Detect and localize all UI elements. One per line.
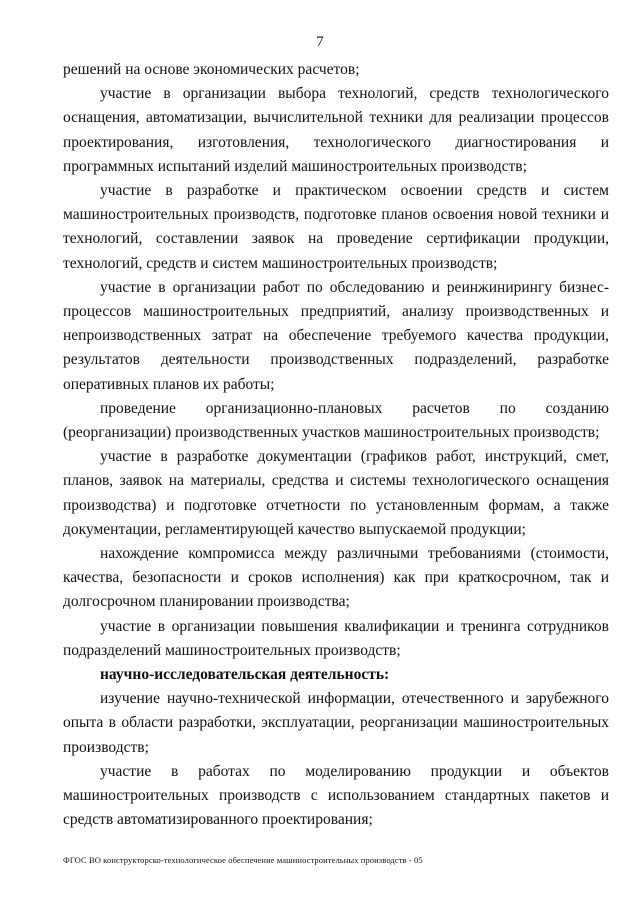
paragraph-continuation: решений на основе экономических расчетов; <box>63 61 360 78</box>
paragraph-business-reengineering: участие в организации работ по обследованию и реинжинирингу бизнес-процессов машиностроительных предприятий, анализу производственных и непроизводственных затрат на обеспечение требуемого качества продукции, результатов деятельности производственных подразделений, разработке оперативных планов их работы; <box>63 278 609 393</box>
paragraph-compromise: нахождение компромисса между различными требованиями (стоимости, качества, безопасности и сроков исполнения) как при краткосрочном, так и долгосрочном планировании производства; <box>63 545 609 611</box>
document-body <box>63 58 609 833</box>
paragraph-information-study: изучение научно-технической информации, отечественного и зарубежного опыта в области разработки, эксплуатации, реорганизации машиностроительных производств; <box>63 690 609 756</box>
paragraph-staff-training: участие в организации повышения квалификации и тренинга сотрудников подразделений машиностроительных производств; <box>63 617 609 659</box>
paragraph-modeling: участие в работах по моделированию продукции и объектов машиностроительных производств с использованием стандартных пакетов и средств автоматизированного проектирования; <box>63 762 609 829</box>
section-heading-research: научно-исследовательская деятельность: <box>100 666 390 684</box>
paragraph-systems-development: участие в разработке и практическом освоении средств и систем машиностроительных производств, подготовке планов освоения новой техники и технологий, составлении заявок на проведение сертификации продукции, технологий, средств и систем машиностроительных производств; <box>63 182 609 272</box>
paragraph-documentation: участие в разработке документации (графиков работ, инструкций, смет, планов, заявок на материалы, средства и системы технологического оснащения производства) и подготовке отчетности по установленным формам, а также документации, регламентирующей качество выпускаемой продукции; <box>63 448 609 538</box>
page-number: 7 <box>316 34 324 50</box>
paragraph-planning-calculations: проведение организационно-плановых расчетов по созданию (реорганизации) производственных участков машиностроительных производств; <box>63 399 609 442</box>
paragraph-technology-selection: участие в организации выбора технологий, средств технологического оснащения, автоматизации, вычислительной техники для реализации процессов проектирования, изготовления, технологического диагностирования и программных испытаний изделий машиностроительных производств; <box>63 85 609 175</box>
page-footer: ФГОС ВО конструкторско-технологическое обеспечение машиностроительных производств - 05 <box>63 855 423 865</box>
